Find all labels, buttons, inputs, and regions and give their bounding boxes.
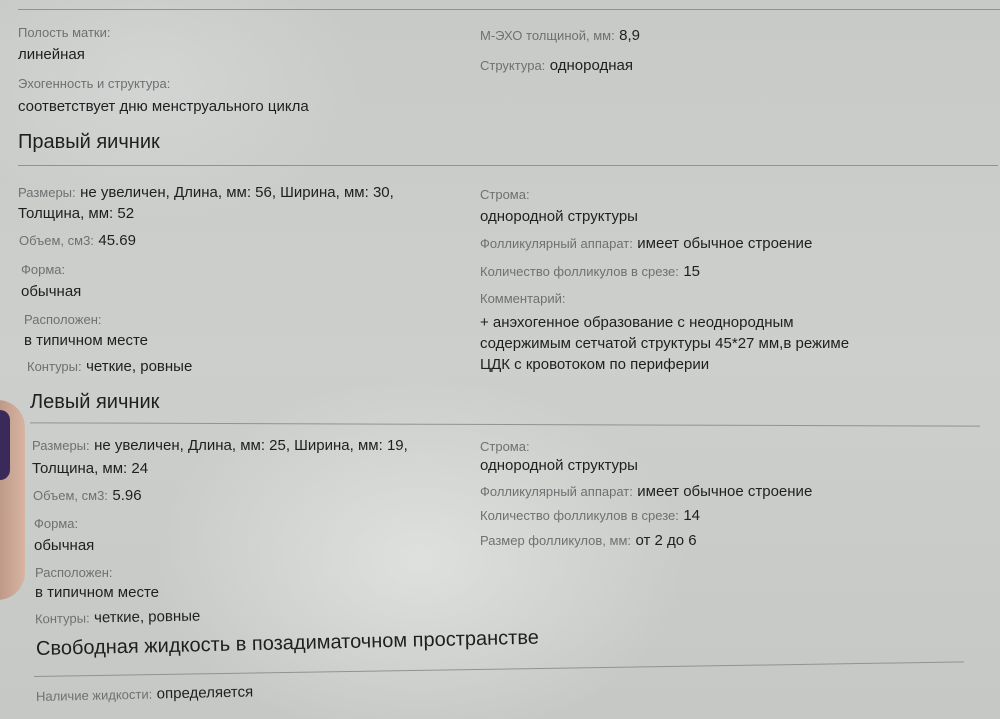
ro-volume-label: Объем, см3: bbox=[19, 233, 94, 248]
lo-follicular-label: Фолликулярный аппарат: bbox=[480, 484, 633, 499]
ro-contour-value: четкие, ровные bbox=[86, 358, 193, 375]
lo-stroma-value: однородной структуры bbox=[480, 457, 638, 474]
left-ovary-divider bbox=[30, 422, 980, 426]
ro-comment-label: Комментарий: bbox=[480, 291, 566, 306]
lo-shape-value: обычная bbox=[34, 537, 95, 554]
cavity-value: линейная bbox=[18, 46, 85, 63]
ro-volume-field bbox=[19, 232, 136, 250]
ro-follicular-label: Фолликулярный аппарат: bbox=[480, 236, 633, 251]
lo-size-label: Размеры: bbox=[32, 438, 90, 453]
ro-shape-value: обычная bbox=[21, 283, 82, 300]
lo-location-value: в типичном месте bbox=[35, 584, 160, 601]
ro-size-label: Размеры: bbox=[18, 185, 76, 200]
lo-location-label: Расположен: bbox=[35, 565, 113, 580]
presence-label: Наличие жидкости: bbox=[35, 686, 153, 704]
ro-shape-label: Форма: bbox=[21, 262, 66, 277]
lo-size-field bbox=[32, 437, 408, 455]
right-ovary-heading: Правый яичник bbox=[18, 131, 160, 153]
lo-volume-field bbox=[33, 487, 142, 505]
lo-follicular-value: имеет обычное строение bbox=[637, 483, 813, 500]
lo-contour-field bbox=[35, 608, 201, 629]
free-fluid-heading: Свободная жидкость в позадиматочном пространстве bbox=[35, 626, 540, 660]
cavity-label: Полость матки: bbox=[18, 25, 111, 40]
presence-value: определяется bbox=[156, 683, 254, 703]
left-ovary-heading: Левый яичник bbox=[30, 391, 160, 413]
lo-shape-label: Форма: bbox=[34, 516, 79, 531]
ro-count-field bbox=[480, 263, 700, 281]
structure-field bbox=[480, 57, 633, 75]
ro-contour-label: Контуры: bbox=[27, 359, 82, 374]
lo-volume-value: 5.96 bbox=[112, 487, 142, 504]
lo-fsize-label: Размер фолликулов, мм: bbox=[480, 533, 631, 548]
ro-count-value: 15 bbox=[683, 263, 701, 280]
lo-follicular-field bbox=[480, 483, 812, 501]
echo-value: соответствует дню менструального цикла bbox=[18, 98, 309, 115]
lo-contour-value: четкие, ровные bbox=[93, 607, 201, 627]
ro-follicular-value: имеет обычное строение bbox=[637, 235, 813, 252]
lo-volume-label: Объем, см3: bbox=[33, 488, 108, 503]
ro-stroma-label: Строма: bbox=[480, 187, 530, 202]
ro-size-value: не увеличен, Длина, мм: 56, Ширина, мм: 30, bbox=[80, 184, 394, 201]
echo-label: Эхогенность и структура: bbox=[18, 76, 171, 91]
lo-stroma-label: Строма: bbox=[480, 439, 530, 454]
mecho-field bbox=[480, 27, 640, 45]
lo-contour-label: Контуры: bbox=[34, 610, 90, 627]
ro-location-label: Расположен: bbox=[24, 312, 102, 327]
ro-stroma-value: однородной структуры bbox=[480, 208, 638, 225]
ro-contour-field bbox=[27, 358, 192, 376]
lo-size-value: не увеличен, Длина, мм: 25, Ширина, мм: 19, bbox=[94, 437, 408, 454]
ro-comment-line: + анэхогенное образование с неоднородным bbox=[480, 314, 794, 331]
structure-value: однородная bbox=[549, 57, 633, 74]
mecho-label: М-ЭХО толщиной, мм: bbox=[480, 28, 615, 43]
right-ovary-divider bbox=[18, 165, 998, 166]
ro-volume-value: 45.69 bbox=[98, 232, 136, 249]
mecho-value: 8,9 bbox=[619, 27, 641, 44]
ro-count-label: Количество фолликулов в срезе: bbox=[480, 264, 679, 279]
ro-size-field bbox=[18, 184, 394, 202]
lo-fsize-value: от 2 до 6 bbox=[635, 532, 697, 549]
ro-size-value2: Толщина, мм: 52 bbox=[18, 205, 135, 222]
free-fluid-divider bbox=[34, 661, 964, 677]
ro-comment-line: ЦДК с кровотоком по периферии bbox=[480, 356, 710, 373]
ro-comment-line: содержимым сетчатой структуры 45*27 мм,в режиме bbox=[480, 335, 850, 352]
top-divider bbox=[18, 9, 1000, 10]
lo-size-value2: Толщина, мм: 24 bbox=[32, 460, 149, 477]
presence-field bbox=[36, 683, 254, 706]
structure-label: Структура: bbox=[480, 58, 546, 73]
ro-follicular-field bbox=[480, 235, 812, 253]
lo-fsize-field bbox=[480, 532, 697, 550]
lo-count-label: Количество фолликулов в срезе: bbox=[480, 508, 679, 523]
lo-count-value: 14 bbox=[683, 507, 701, 524]
lo-count-field bbox=[480, 507, 700, 525]
ro-location-value: в типичном месте bbox=[24, 332, 149, 349]
fingernail bbox=[0, 410, 10, 480]
